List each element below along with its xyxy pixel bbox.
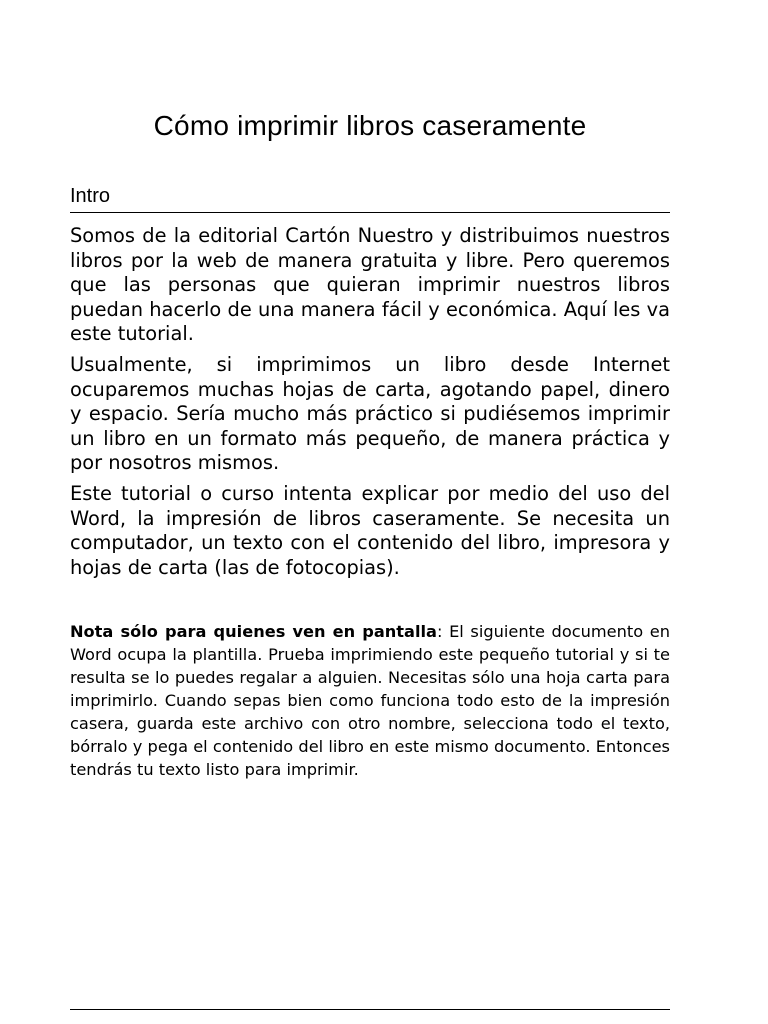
screen-note xyxy=(70,620,670,781)
paragraph-3: Este tutorial o curso intenta explicar por medio del uso del Word, la impresión de libros caseramente. Se necesita un computador, un texto con el contenido del libro, impresora y hojas de carta (las de fotocopias). xyxy=(70,481,670,579)
document-title: Cómo imprimir libros caseramente xyxy=(153,110,587,141)
screen-note-label: Nota sólo para quienes ven en pantalla xyxy=(70,622,437,641)
paragraph-2: Usualmente, si imprimimos un libro desde Internet ocuparemos muchas hojas de carta, agotando papel, dinero y espacio. Sería mucho más práctico si pudiésemos imprimir un libro en un formato más pequeño, de manera práctica y por nosotros mismos. xyxy=(70,352,670,475)
footer-rule xyxy=(70,1009,670,1010)
intro-body xyxy=(70,224,670,586)
section-heading-intro: Intro xyxy=(70,183,670,213)
document-page xyxy=(70,0,670,1024)
paragraph-1: Somos de la editorial Cartón Nuestro y distribuimos nuestros libros por la web de manera gratuita y libre. Pero queremos que las personas que quieran imprimir nuestros libros puedan hacerlo de una manera fácil y económica. Aquí les va este tutorial. xyxy=(70,224,670,346)
screen-note-text: : El siguiente documento en Word ocupa la plantilla. Prueba imprimiendo este pequeño tutorial y si te resulta se lo puedes regalar a alguien. Necesitas sólo una hoja carta para imprimirlo. Cuando sepas bien como funciona todo esto de la impresión casera, guarda este archivo con otro nombre, selecciona todo el texto, bórralo y pega el contenido del libro en este mismo documento. Entonces tendrás tu texto listo para imprimir. xyxy=(70,622,670,779)
